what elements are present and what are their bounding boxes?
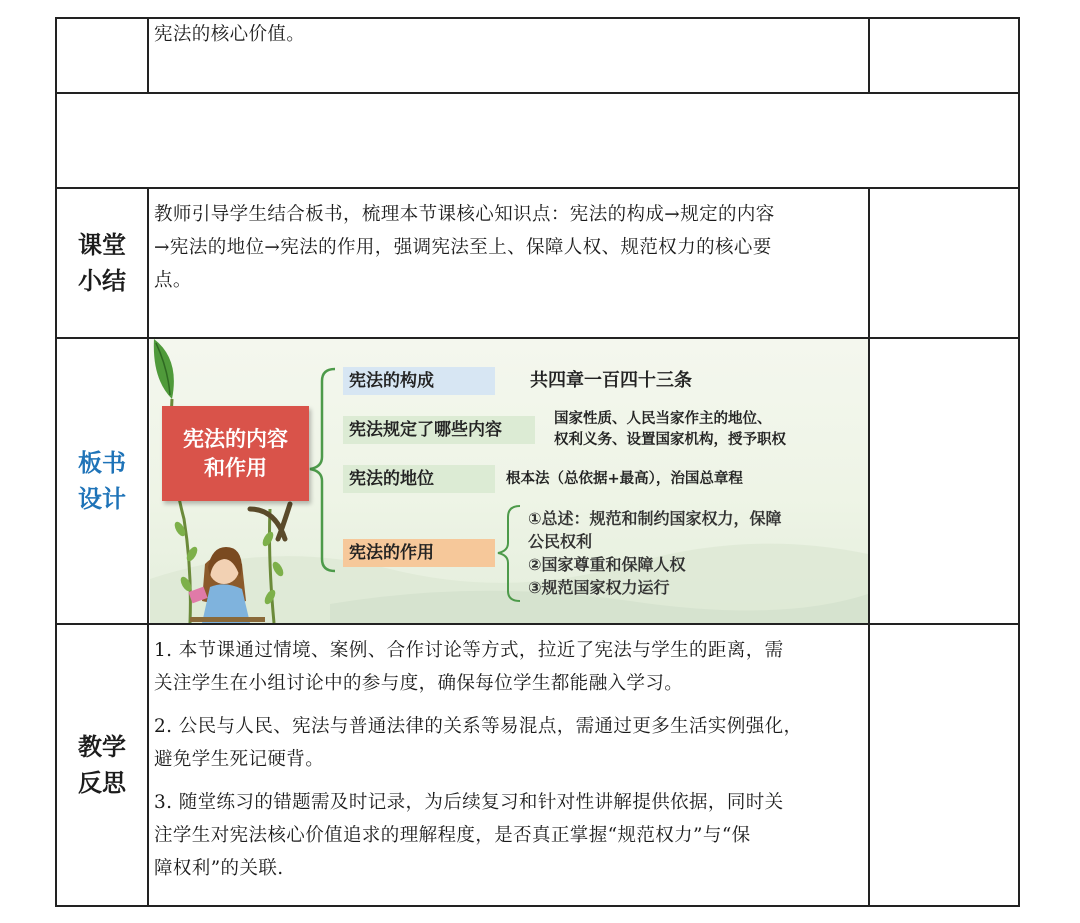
table-border-row4: [56, 623, 1020, 625]
desc-content-line: 国家性质、人民当家作主的地位、: [554, 411, 772, 427]
desc-function-line: 公民权利: [528, 532, 593, 551]
table-border-right: [1018, 17, 1020, 907]
table-border-bottom: [56, 905, 1020, 907]
reflection-line: 障权利”的关联.: [154, 858, 284, 879]
desc-composition: [530, 367, 692, 395]
desc-function-line: ①总述：规范和制约国家权力，保障: [528, 509, 782, 528]
desc-content-line: 权利义务、设置国家机构，授予职权: [554, 432, 786, 448]
reflection-paragraph-1: [154, 634, 862, 700]
tag-constitution-composition: 宪法的构成: [343, 367, 495, 395]
reflection-line: 关注学生在小组讨论中的参与度，确保每位学生都能融入学习。: [154, 673, 684, 694]
board-title-line2: 和作用: [204, 455, 267, 480]
reflection-heading-line2: 反思: [78, 769, 126, 797]
desc-status: [506, 467, 743, 491]
reflection-heading-line1: 教学: [78, 733, 126, 761]
summary-heading-line2: 小结: [78, 267, 126, 295]
board-heading-line2: 设计: [78, 485, 126, 513]
desc-function-line: ②国家尊重和保障人权: [528, 555, 686, 574]
col-divider-2-bottom: [868, 187, 870, 907]
summary-heading-line1: 课堂: [78, 231, 126, 259]
reflection-line: 3. 随堂练习的错题需及时记录，为后续复习和针对性讲解提供依据，同时关: [154, 792, 784, 813]
tag-constitution-function: 宪法的作用: [343, 539, 495, 567]
reflection-paragraph-3: [154, 786, 862, 885]
table-border-row2: [56, 187, 1020, 189]
desc-function-line: ③规范国家权力运行: [528, 578, 670, 597]
row1-content: [150, 18, 866, 51]
summary-content: [150, 198, 868, 297]
summary-line: 点。: [154, 270, 192, 291]
reflection-heading: [57, 625, 147, 905]
reflection-line: 2. 公民与人民、宪法与普通法律的关系等易混点，需通过更多生活实例强化，: [154, 716, 803, 737]
table-border-row1: [56, 92, 1020, 94]
col-divider-2-top: [868, 17, 870, 94]
col-divider-1-bottom: [147, 187, 149, 907]
row1-text: 宪法的核心价值。: [154, 24, 306, 45]
col-divider-1-top: [147, 17, 149, 94]
summary-line: →宪法的地位→宪法的作用，强调宪法至上、保障人权、规范权力的核心要: [154, 237, 772, 258]
tag-constitution-status: 宪法的地位: [343, 465, 495, 493]
board-heading: [57, 339, 147, 623]
summary-line: 教师引导学生结合板书，梳理本节课核心知识点：宪法的构成→规定的内容: [154, 204, 775, 225]
reflection-line: 1. 本节课通过情境、案例、合作讨论等方式，拉近了宪法与学生的距离，需: [154, 640, 784, 661]
desc-content: [554, 409, 786, 451]
reflection-paragraph-2: [154, 710, 862, 776]
desc-composition-text: 共四章一百四十三条: [530, 370, 692, 391]
board-heading-line1: 板书: [78, 449, 126, 477]
reflection-line: 注学生对宪法核心价值追求的理解程度，是否真正掌握“规范权力”与“保: [154, 825, 751, 846]
desc-function: [528, 507, 782, 599]
reflection-line: 避免学生死记硬背。: [154, 749, 325, 770]
board-title-line1: 宪法的内容: [183, 426, 288, 451]
blackboard-design-image: [150, 339, 868, 623]
desc-status-text: 根本法（总依据+最高），治国总章程: [506, 471, 743, 487]
summary-heading: [57, 189, 147, 337]
leaf-icon: [154, 339, 174, 399]
board-main-title: [162, 406, 309, 501]
reflection-content: [150, 634, 868, 885]
tag-constitution-content: 宪法规定了哪些内容: [343, 416, 535, 444]
